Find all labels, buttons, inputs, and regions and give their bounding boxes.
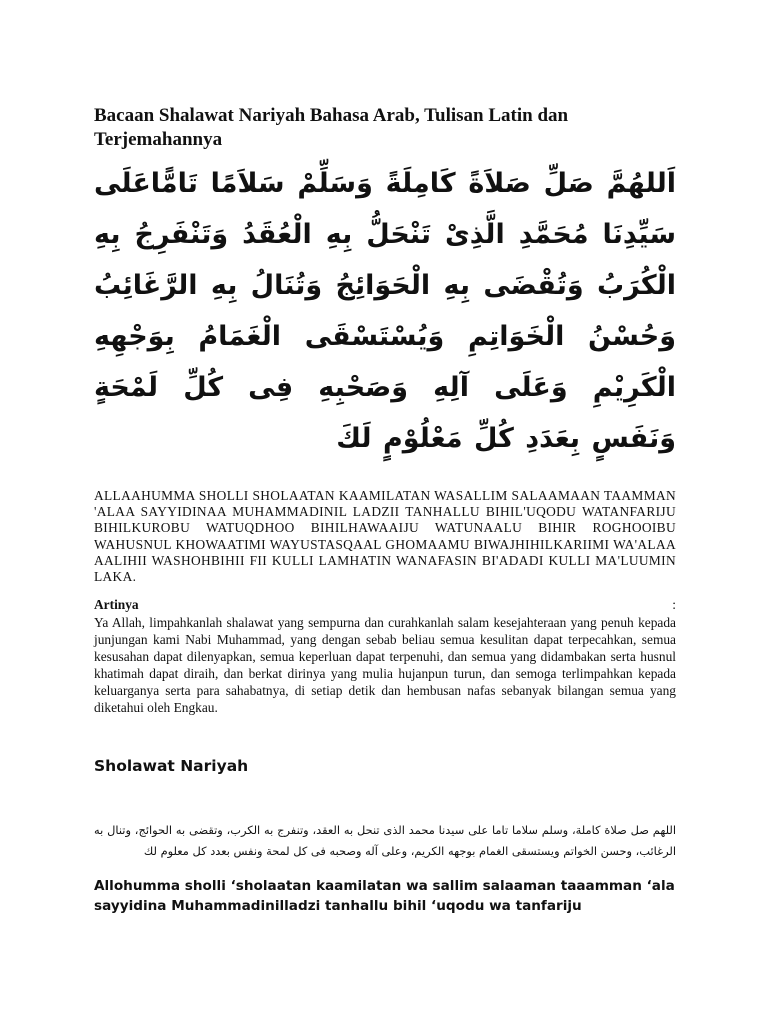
section-heading: Sholawat Nariyah (94, 756, 249, 775)
translation-text: Ya Allah, limpahkanlah shalawat yang sempurna dan curahkanlah salam kesejahteraan yang penuh kepada junjungan kami Nabi Muhammad, yang dengan sebab beliau semua kesulitan dapat terpecahkan, semua kesusahan dapat dilenyapkan, semua keperluan dapat terpenuhi, dan semua yang didambakan serta husnul khatimah dapat diraih, dan berkat dirinya yang mulia hujanpun turun, dan semoga terlimpahkan kepada keluarganya serta para sahabatnya, di setiap detik dan hembusan nafas sebanyak bilangan semua yang diketahui oleh Engkau. (94, 614, 676, 715)
arabic-plain-text: اللهم صل صلاة كاملة، وسلم سلاما تاما على سيدنا محمد الذى تنحل به العقد، وتنفرج به الكرب، وتقضى به الحوائج، وتنال به الرغائب، وحسن الخواتم ويستسقى الغمام بوجهه الكريم، وعلى آله وصحبه فى كل لمحة ونفس بعدد كل معلوم لك (94, 822, 676, 858)
document-page (94, 104, 676, 916)
latin-transliteration-uppercase: ALLAAHUMMA SHOLLI SHOLAATAN KAAMILATAN WASALLIM SALAAMAAN TAAMMAN 'ALAA SAYYIDINAA MUHAMMADINIL LADZII TANHALLU BIHIL'UQODU WATANFARIJU BIHILKUROBU WATUQDHOO BIHILHAWAAIJU WATUNAALU BIHIR ROGHOOIBU WAHUSNUL KHOWAATIMI WAYUSTASQAAL GHOMAAMU BIWAJHIHILKARIIMI WA'ALAA AALIHII WASHOHBIHII FII KULLI LAMHATIN WANAFASIN BI'ADADI KULLI MA'LUUMIN LAKA. (94, 488, 676, 585)
latin-transliteration-bold: Allohumma sholli ‘sholaatan kaamilatan wa sallim salaaman taaamman ‘ala sayyidina Muhammadinilladzi tanhallu bihil ‘uqodu wa tanfariju (94, 877, 675, 914)
arabic-prayer-text: اَللهُمَّ صَلِّ صَلاَةً كَامِلَةً وَسَلِّمْ سَلاَمًا تَامًّاعَلَى سَيِّدِنَا مُحَمَّدِ الَّذِىْ تَنْحَلُّ بِهِ الْعُقَدُ وَتَنْفَرِجُ بِهِ الْكُرَبُ وَتُقْضَى بِهِ الْحَوَائِجُ وَتُنَالُ بِهِ الرَّغَائِبُ وَحُسْنُ الْخَوَاتِمِ وَيُسْتَسْقَى الْغَمَامُ بِوَجْهِهِ الْكَرِيْمِ وَعَلَى آلِهِ وَصَحْبِهِ فِى كُلِّ لَمْحَةٍ وَنَفَسٍ بِعَدَدِ كُلِّ مَعْلُوْمٍ لَكَ (94, 168, 676, 454)
document-title: Bacaan Shalawat Nariyah Bahasa Arab, Tulisan Latin dan Terjemahannya (94, 105, 569, 150)
artinya-label: Artinya (94, 597, 139, 613)
artinya-colon: : (672, 597, 676, 613)
artinya-heading (94, 597, 676, 614)
